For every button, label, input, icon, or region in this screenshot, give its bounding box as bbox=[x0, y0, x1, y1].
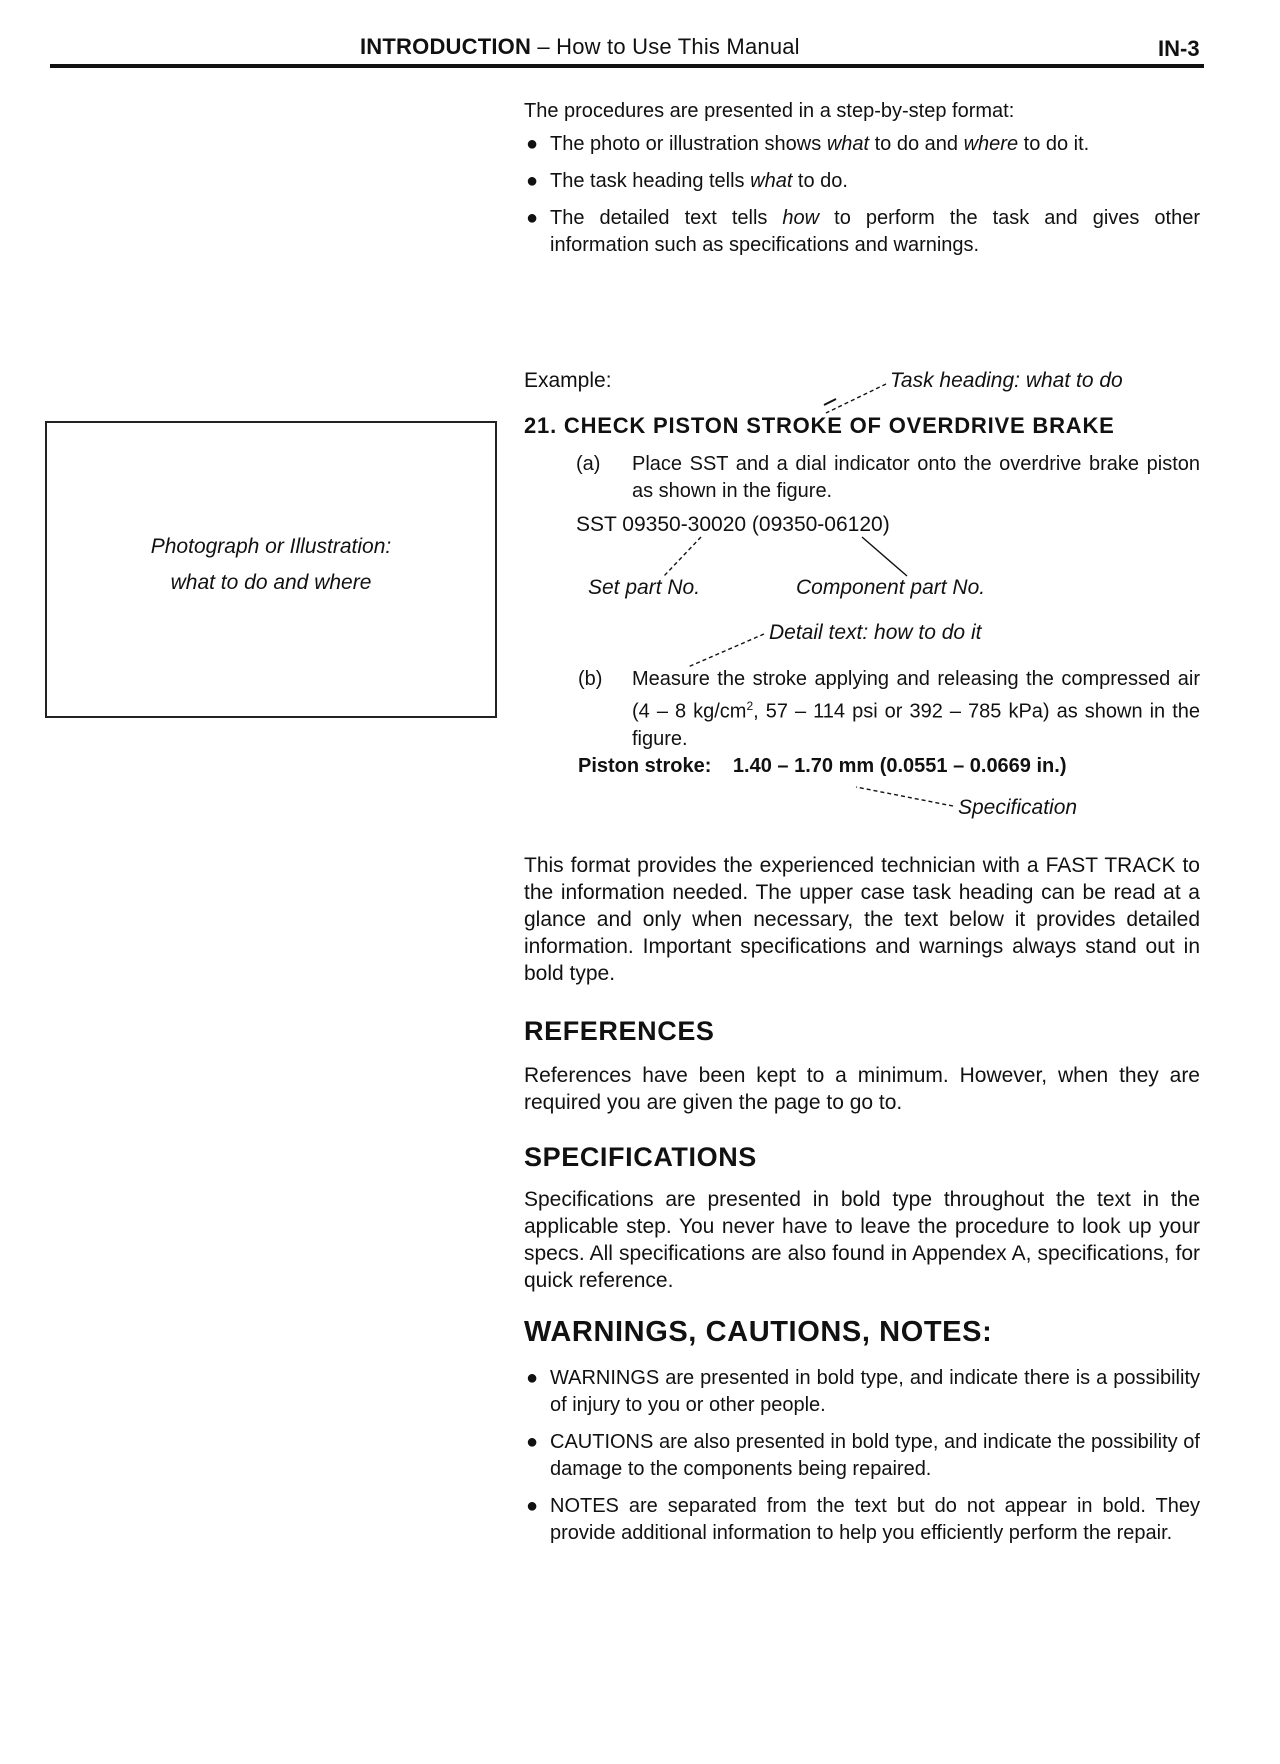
header-rule bbox=[50, 64, 1204, 68]
bullet-text: to do it. bbox=[1018, 133, 1090, 155]
illustration-caption-line2: what to do and where bbox=[170, 571, 372, 594]
bullet-text: to perform the task and gives other information such as specifications and warnings. bbox=[550, 207, 1200, 256]
specifications-heading: SPECIFICATIONS bbox=[524, 1142, 757, 1172]
emphasis: what bbox=[750, 170, 793, 192]
list-item bbox=[524, 1493, 1200, 1547]
cautions-bullet-text: CAUTIONS are also presented in bold type, and indicate the possibility of damage to the components being repaired. bbox=[550, 1431, 1200, 1480]
bullet-text: The detailed text tells bbox=[550, 207, 783, 229]
step-a-marker: (a) bbox=[576, 453, 601, 475]
bullet-text: The task heading tells bbox=[550, 170, 751, 192]
spec-value: 1.40 – 1.70 mm (0.0551 – 0.0669 in.) bbox=[732, 755, 1067, 777]
step-b-marker: (b) bbox=[578, 668, 603, 690]
specifications-text: Specifications are presented in bold type throughout the text in the applicable step. You never have to leave the procedure to look up your specs. All specifications are also found in Appendex A, specifications, for quick reference. bbox=[524, 1188, 1200, 1292]
leader-set-part bbox=[664, 537, 701, 576]
leader-component-part bbox=[862, 537, 907, 576]
emphasis: what bbox=[826, 133, 870, 155]
bullet-icon: ● bbox=[526, 207, 539, 229]
leader-specification bbox=[856, 787, 953, 806]
callout-component-part: Component part No. bbox=[796, 576, 986, 599]
example-label: Example: bbox=[524, 369, 612, 392]
list-item bbox=[524, 1365, 1200, 1419]
warnings-bullet-list bbox=[524, 1365, 1200, 1547]
list-item bbox=[524, 168, 1200, 195]
bullet-icon: ● bbox=[526, 1431, 539, 1453]
spec-label: Piston stroke: bbox=[578, 755, 712, 777]
format-section bbox=[524, 852, 1200, 987]
step-b-text-part: Measure the stroke applying and releasing the compressed air (4 – 8 kg/cm bbox=[632, 668, 1200, 723]
header-subtitle: – How to Use This Manual bbox=[537, 34, 800, 59]
sst-line: SST 09350-30020 (09350-06120) bbox=[576, 513, 890, 536]
illustration-caption-line1: Photograph or Illustration: bbox=[150, 535, 392, 558]
callout-detail-text: Detail text: how to do it bbox=[769, 621, 982, 644]
references-heading: REFERENCES bbox=[524, 1016, 715, 1046]
superscript: 2 bbox=[746, 699, 754, 713]
format-paragraph: This format provides the experienced technician with a FAST TRACK to the information needed. The upper case task heading can be read at a glance and only when necessary, the text below it provides detailed information. Important specifications and warnings always stand out in bold type. bbox=[524, 854, 1200, 985]
warnings-section bbox=[524, 1365, 1200, 1556]
warnings-heading: WARNINGS, CAUTIONS, NOTES: bbox=[524, 1316, 993, 1348]
leader-detail-text bbox=[688, 634, 764, 667]
intro-lead: The procedures are presented in a step-by-step format: bbox=[524, 100, 1015, 122]
bullet-icon: ● bbox=[526, 1367, 539, 1389]
bullet-text: The photo or illustration shows bbox=[550, 133, 827, 155]
callout-task-heading: Task heading: what to do bbox=[890, 369, 1123, 392]
notes-bullet-text: NOTES are separated from the text but do not appear in bold. They provide additional information to help you efficiently perform the repair. bbox=[550, 1495, 1200, 1544]
emphasis: how bbox=[782, 207, 820, 229]
header-section: INTRODUCTION bbox=[360, 34, 532, 59]
emphasis: where bbox=[963, 133, 1019, 155]
step-a bbox=[576, 451, 1200, 507]
list-item bbox=[524, 205, 1200, 259]
bullet-icon: ● bbox=[526, 133, 539, 155]
step-b bbox=[578, 666, 1200, 748]
bullet-text: to do. bbox=[792, 170, 848, 192]
page-number: IN-3 bbox=[1158, 36, 1200, 61]
step-a-text: Place SST and a dial indicator onto the overdrive brake piston as shown in the figure. bbox=[632, 453, 1200, 502]
list-item bbox=[524, 131, 1200, 158]
bullet-text: to do and bbox=[869, 133, 964, 155]
list-item bbox=[524, 1429, 1200, 1483]
step-title: 21. CHECK PISTON STROKE OF OVERDRIVE BRAKE bbox=[524, 413, 1115, 438]
leader-task-heading bbox=[826, 384, 886, 413]
step-b-text-part: , 57 – 114 psi or 392 – 785 kPa) as shown in the figure. bbox=[632, 700, 1200, 750]
specifications-section bbox=[524, 1186, 1200, 1294]
intro-section bbox=[524, 98, 1200, 268]
leader-task-heading-tip bbox=[824, 399, 836, 405]
warnings-bullet-text: WARNINGS are presented in bold type, and indicate there is a possibility of injury to you or other people. bbox=[550, 1367, 1200, 1416]
bullet-icon: ● bbox=[526, 1495, 539, 1517]
intro-bullet-list bbox=[524, 131, 1200, 259]
step-b-text bbox=[632, 666, 1200, 753]
bullet-icon: ● bbox=[526, 170, 539, 192]
references-section bbox=[524, 1062, 1200, 1116]
page-header-title bbox=[360, 34, 800, 60]
illustration-placeholder-box bbox=[45, 421, 497, 718]
spec-line bbox=[578, 755, 1066, 778]
callout-set-part: Set part No. bbox=[588, 576, 701, 599]
references-text: References have been kept to a minimum. However, when they are required you are given the page to go to. bbox=[524, 1064, 1200, 1114]
illustration-caption bbox=[47, 529, 495, 601]
callout-specification: Specification bbox=[958, 796, 1078, 819]
